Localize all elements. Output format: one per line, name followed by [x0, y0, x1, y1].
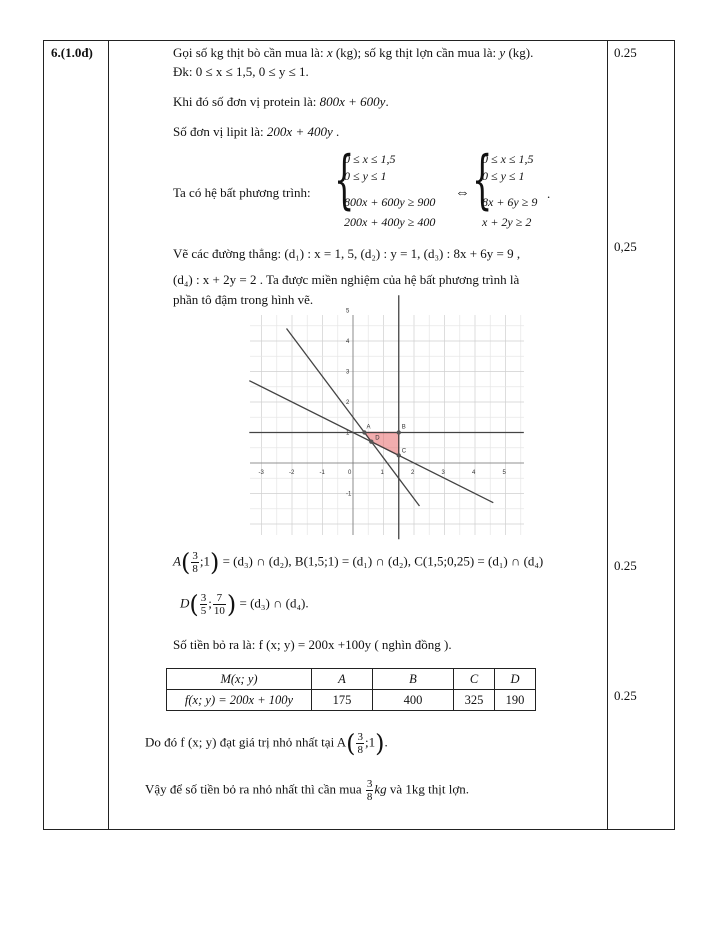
y-tick-label: -1 [346, 491, 352, 498]
x-tick-label: -2 [289, 470, 295, 476]
table-cell: A [312, 669, 373, 690]
sys-left-1: 0 ≤ x ≤ 1,5 [344, 152, 396, 166]
x-tick-label: 3 [441, 470, 445, 476]
value-table [166, 668, 536, 711]
graph-point [397, 430, 401, 434]
table-row [167, 669, 536, 690]
column-divider-1 [108, 40, 109, 830]
lines-description-1: Vẽ các đường thẳng: (d₁) : x = 1, 5, (d₂) : y = 1, (d₃) : 8x + 6y = 9 , [173, 246, 521, 261]
lines-description-3: phần tô đậm trong hình vẽ. [173, 292, 314, 307]
graph-point-label: B [401, 424, 406, 431]
table-cell: f(x; y) = 200x + 100y [167, 690, 312, 711]
sys-left-4: 200x + 400y ≥ 400 [344, 215, 436, 229]
y-tick-label: 5 [346, 308, 350, 315]
graph-axes [250, 315, 524, 535]
graph-tick-labels [259, 309, 507, 498]
solution-region [364, 433, 398, 456]
score-2: 0,25 [614, 239, 637, 254]
table-cell: C [454, 669, 495, 690]
table-cell: M(x; y) [167, 669, 312, 690]
domain-condition: Đk: 0 ≤ x ≤ 1,5, 0 ≤ y ≤ 1. [173, 64, 309, 79]
column-divider-2 [607, 40, 608, 830]
sys-right-2: 0 ≤ y ≤ 1 [482, 169, 525, 183]
sys-right-3: 8x + 6y ≥ 9 [482, 195, 538, 209]
x-tick-label: -3 [258, 470, 264, 476]
graph-point [362, 430, 366, 434]
table-row [167, 690, 536, 711]
score-4: 0.25 [614, 688, 637, 703]
intersection-points-2: D( $\frac{3}{5}$ ; $\frac{7}{10}$ ) = (d₃) ∩ (d₄). [180, 590, 309, 619]
sys-left-2: 0 ≤ y ≤ 1 [344, 169, 387, 183]
question-label: 6.(1.0đ) [51, 45, 93, 60]
variable-definition: Gọi số kg thịt bò cần mua là: x (kg); số kg thịt lợn cần mua là: y (kg). [173, 45, 534, 60]
x-tick-label: 1 [380, 470, 384, 476]
system-period: . [547, 186, 551, 201]
lines-description-2: (d₄) : x + 2y = 2 . Ta được miền nghiệm của hệ bất phương trình là [173, 272, 520, 287]
system-label: Ta có hệ bất phương trình: [173, 185, 311, 200]
lipid-expression: Số đơn vị lipit là: 200x + 400y . [173, 124, 340, 139]
sys-right-1: 0 ≤ x ≤ 1,5 [482, 152, 534, 166]
x-tick-label: 5 [502, 470, 506, 476]
y-tick-label: 1 [346, 430, 350, 437]
x-tick-label: 2 [411, 470, 415, 476]
sys-left-3: 800x + 600y ≥ 900 [344, 195, 436, 209]
table-cell: 400 [373, 690, 454, 711]
intersection-points-1: A( $\frac{3}{8}$ ;1) = (d₃) ∩ (d₂), B(1,5;1) = (d₁) ∩ (d₂), C(1,5;0,25) = (d₁) ∩ (d₄) [173, 548, 544, 577]
table-cell: B [373, 669, 454, 690]
solution-graph [250, 308, 524, 535]
x-tick-label: 0 [348, 470, 352, 476]
table-cell: D [495, 669, 536, 690]
table-cell: 325 [454, 690, 495, 711]
x-tick-label: 4 [472, 470, 476, 476]
equivalence-symbol: ⇔ [455, 185, 470, 201]
left-brace: { [334, 143, 355, 217]
graph-grid [250, 315, 524, 535]
score-1: 0.25 [614, 45, 637, 60]
graph-point [369, 439, 373, 443]
final-answer: Vậy để số tiền bỏ ra nhỏ nhất thì cần mua $\frac{3}{8}$ kg và 1kg thịt lợn. [145, 778, 469, 803]
graph-point-label: C [401, 448, 407, 455]
graph-point-label: D [375, 435, 380, 442]
conclusion-minimum: Do đó f (x; y) đạt giá trị nhỏ nhất tại A( $\frac{3}{8}$ ;1). [145, 729, 388, 758]
y-tick-label: 2 [346, 400, 350, 406]
y-tick-label: 4 [346, 339, 350, 345]
graph-point-label: A [366, 424, 371, 431]
table-cell: 190 [495, 690, 536, 711]
graph-point [397, 453, 401, 457]
cost-function: Số tiền bỏ ra là: f (x; y) = 200x +100y ( nghìn đồng ). [173, 637, 452, 652]
score-3: 0.25 [614, 558, 637, 573]
protein-expression: Khi đó số đơn vị protein là: 800x + 600y. [173, 94, 389, 109]
right-brace: { [472, 143, 493, 217]
x-tick-label: -1 [319, 470, 325, 476]
y-tick-label: 3 [346, 369, 350, 376]
table-cell: 175 [312, 690, 373, 711]
sys-right-4: x + 2y ≥ 2 [482, 215, 532, 229]
